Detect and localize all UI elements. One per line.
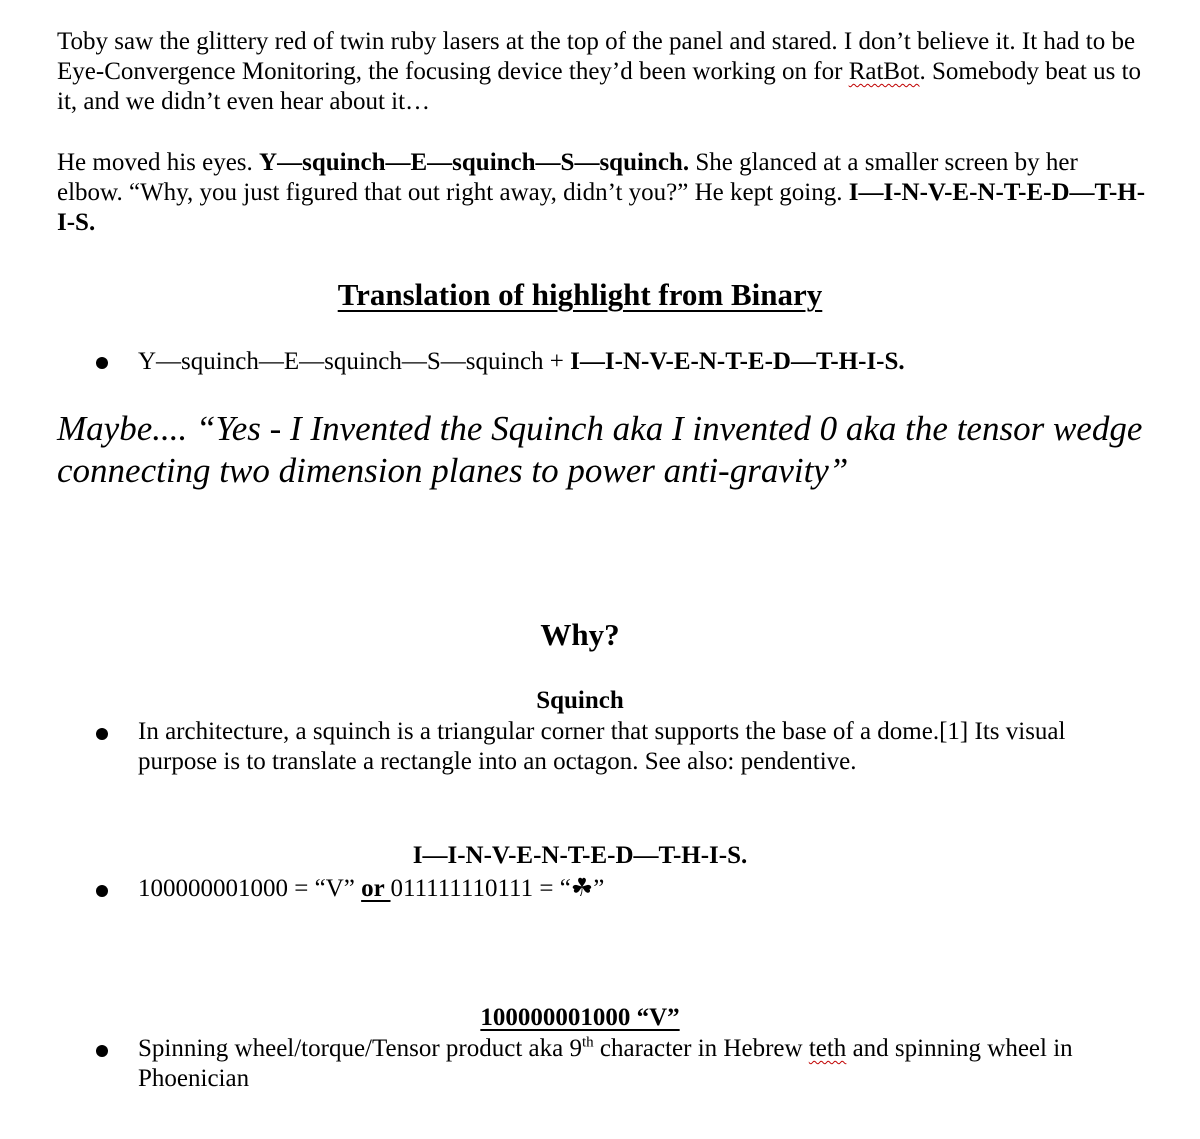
bullet1-plain: Y—squinch—E—squinch—S—squinch + bbox=[138, 348, 571, 375]
bullet4-text-c: and spinning wheel in Phoenician bbox=[138, 1035, 1073, 1092]
bullet-icon bbox=[96, 357, 108, 369]
closing-quote: ” bbox=[593, 875, 605, 902]
bullet-icon bbox=[96, 1045, 108, 1057]
story-paragraph-1 bbox=[57, 27, 1147, 117]
paragraph2-text-a: He moved his eyes. bbox=[57, 149, 260, 176]
ratbot-word: RatBot bbox=[848, 58, 920, 85]
trefoil-icon: ☘ bbox=[570, 875, 594, 902]
teth-word: teth bbox=[808, 1035, 847, 1062]
yes-squinch-code: Y—squinch—E—squinch—S—squinch. bbox=[259, 149, 690, 176]
or-word: or bbox=[361, 875, 391, 902]
why-heading: Why? bbox=[540, 617, 620, 652]
story-paragraph-2 bbox=[57, 148, 1147, 238]
binary-v-text: 100000001000 = “V” bbox=[138, 875, 362, 902]
binary-alt-text: 011111110111 = “ bbox=[390, 875, 571, 902]
paragraph2-text-b: She glanced at a smaller screen by her elbow. “Why, you just figured that out right away, didn’t you?” He kept going. bbox=[57, 149, 1078, 206]
bullet3-text bbox=[138, 874, 1148, 904]
bullet-icon bbox=[96, 728, 108, 740]
invented-heading: I—I-N-V-E-N-T-E-D—T-H-I-S. bbox=[412, 842, 748, 869]
bullet1-bold: I—I-N-V-E-N-T-E-D—T-H-I-S. bbox=[570, 348, 905, 375]
invented-this-code: I—I-N-V-E-N-T-E-D—T-H-I-S. bbox=[57, 179, 1146, 236]
binary-v-heading: 100000001000 “V” bbox=[480, 1004, 680, 1031]
bullet2-text: In architecture, a squinch is a triangular corner that supports the base of a dome.[1] Its visual purpose is to translate a rectangle into an octagon. See also: pendentive. bbox=[138, 718, 1066, 775]
bullet4-text-b: character in Hebrew bbox=[593, 1035, 809, 1062]
squinch-heading: Squinch bbox=[536, 687, 624, 714]
paragraph1-text-b: . Somebody beat us to it, and we didn’t even hear about it… bbox=[57, 58, 1142, 115]
bullet-icon bbox=[96, 885, 108, 897]
maybe-interpretation: Maybe.... “Yes - I Invented the Squinch aka I invented 0 aka the tensor wedge connecting two dimension planes to power anti-gravity” bbox=[57, 409, 1143, 490]
bullet4-text bbox=[138, 1034, 1148, 1094]
superscript-th: th bbox=[581, 1034, 594, 1051]
bullet1-text bbox=[138, 347, 1148, 377]
translation-heading: Translation of highlight from Binary bbox=[337, 277, 823, 312]
paragraph1-text-a: Toby saw the glittery red of twin ruby lasers at the top of the panel and stared. I don’t believe it. It had to be Eye-Convergence Monitoring, the focusing device they’d been working on for bbox=[57, 28, 1136, 85]
bullet4-text-a: Spinning wheel/torque/Tensor product aka 9 bbox=[138, 1035, 582, 1062]
